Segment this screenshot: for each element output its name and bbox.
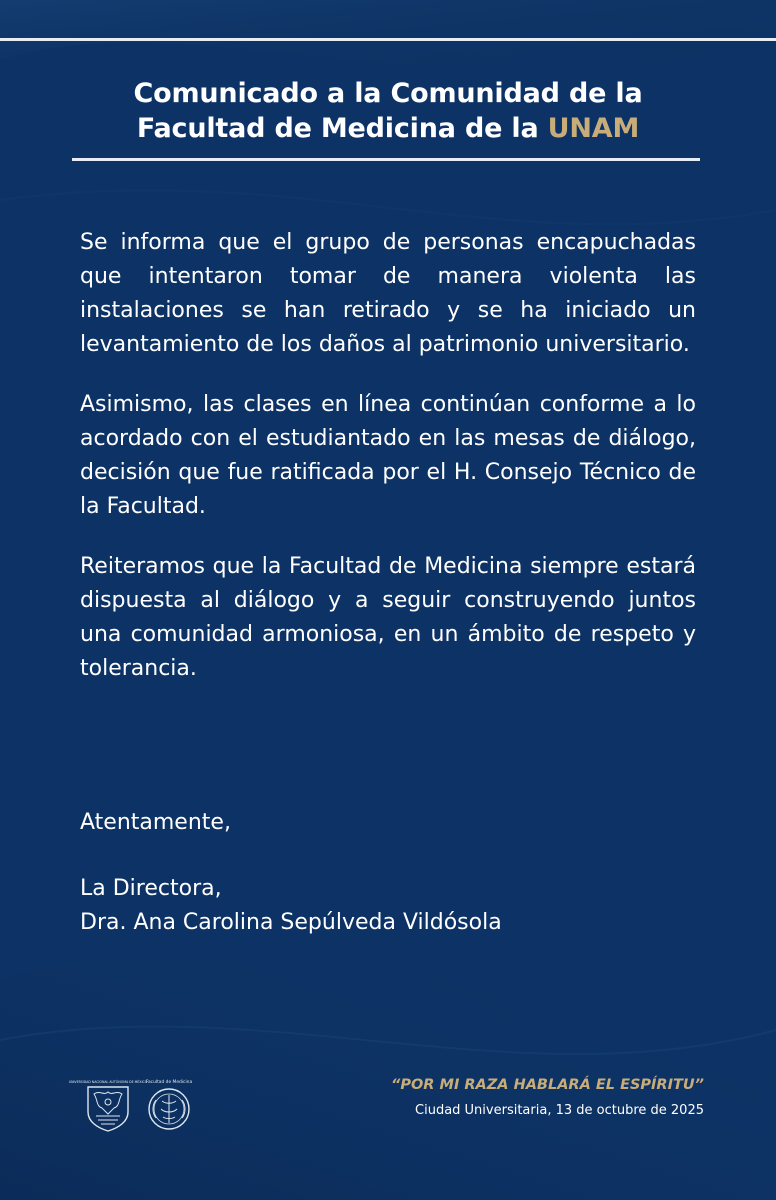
place-and-date: Ciudad Universitaria, 13 de octubre de 2025 [415, 1103, 704, 1118]
signer-role: La Directora, [80, 876, 222, 901]
paragraph-2: Asimismo, las clases en línea continúan conforme a lo acordado con el estudiantado en las mesas de diálogo, decisión que fue ratificada por el H. Consejo Técnico de la Facultad. [80, 392, 696, 519]
top-divider [0, 38, 776, 41]
unam-seal-icon [68, 1078, 148, 1132]
facultad-medicina-seal-icon [142, 1078, 196, 1132]
title-line-2-prefix: Facultad de Medicina de la [136, 113, 548, 144]
paragraph-1: Se informa que el grupo de personas encapuchadas que intentaron tomar de manera violenta las instalaciones se han retirado y se ha iniciado un levantamiento de los daños al patrimonio universitario. [80, 230, 696, 357]
title-line-1: Comunicado a la Comunidad de la [133, 78, 643, 109]
svg-text:Facultad de Medicina: Facultad de Medicina [145, 1080, 193, 1085]
svg-text:UNIVERSIDAD NACIONAL AUTÓNOMA: UNIVERSIDAD NACIONAL AUTÓNOMA DE MÉXICO [68, 1080, 148, 1084]
paragraph-3: Reiteramos que la Facultad de Medicina siempre estará dispuesta al diálogo y a seguir construyendo juntos una comunidad armoniosa, en un ámbito de respeto y tolerancia. [80, 554, 696, 681]
signature-block [80, 872, 502, 940]
signer-name: Dra. Ana Carolina Sepúlveda Vildósola [80, 910, 502, 935]
title-unam-accent: UNAM [547, 113, 640, 144]
university-motto: “POR MI RAZA HABLARÁ EL ESPÍRITU” [391, 1077, 704, 1093]
title-line-2 [0, 111, 776, 146]
communique-body [80, 226, 696, 686]
page-title [0, 76, 776, 146]
closing-salutation: Atentamente, [80, 810, 231, 835]
title-divider [72, 158, 700, 161]
